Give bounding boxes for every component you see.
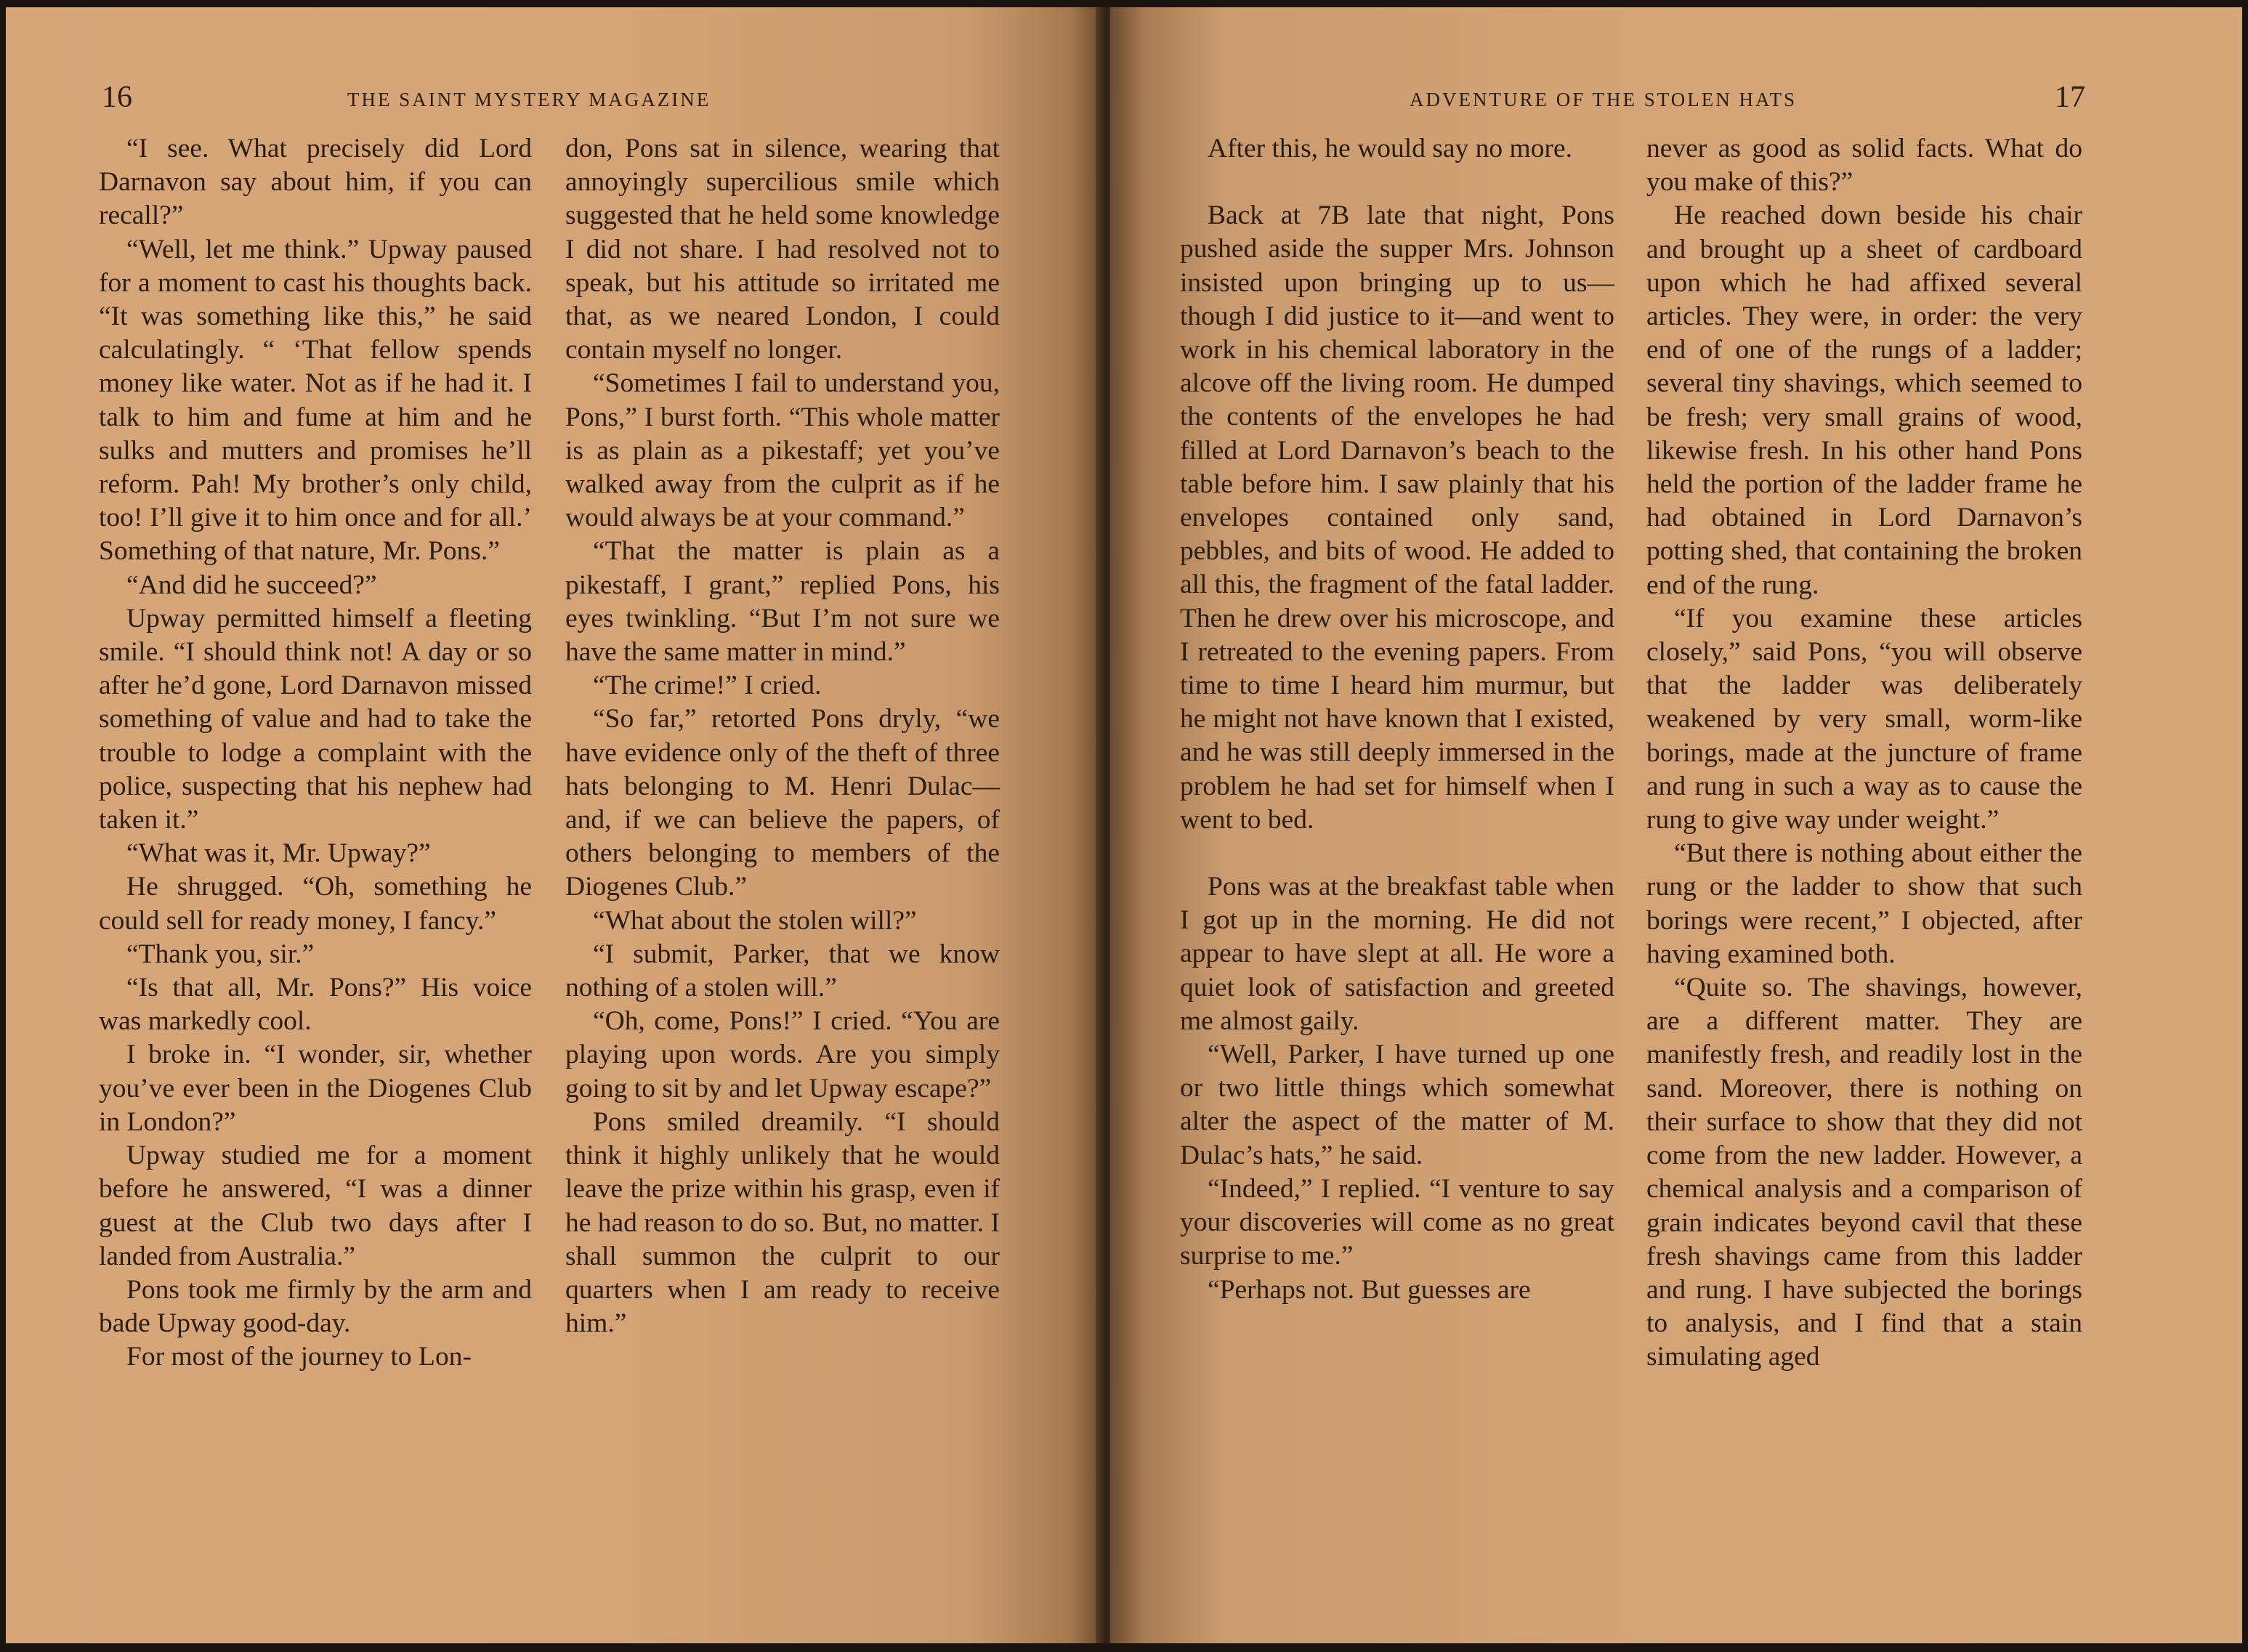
paragraph: “Quite so. The shavings, however, are a different matter. They are manifestly fresh, and readily lost in the sand. Moreover, there is nothing on their surface to show that they did not come from the new ladder. However, a chemical analysis and a comparison of grain indicates beyond cavil that these fresh shavings came from this ladder and rung. I have subjected the borings to analysis, and I find that a stain simulating aged <box>1646 973 2082 1372</box>
paragraph: Upway permitted himself a fleeting smile. “I should think not! A day or so after he’d gone, Lord Darnavon missed something of value and had to take the trouble to lodge a complaint with the police, suspecting that his nephew had taken it.” <box>99 603 532 835</box>
right-column-1 <box>1180 132 1614 1307</box>
paragraph: “Thank you, sir.” <box>126 939 315 969</box>
paragraph: He shrugged. “Oh, something he could sell for ready money, I fancy.” <box>99 872 532 936</box>
right-page <box>1110 7 2242 1643</box>
paragraph: For most of the journey to Lon- <box>126 1342 472 1372</box>
book-spread <box>6 7 2242 1643</box>
paragraph: “Is that all, Mr. Pons?” His voice was markedly cool. <box>99 973 532 1037</box>
paragraph: “Perhaps not. But guesses are <box>1208 1274 1531 1305</box>
paragraph: Pons smiled dreamily. “I should think it highly unlikely that he would leave the prize within his grasp, even if he had reason to do so. But, no matter. I shall summon the culprit to our quarters when I am ready to receive him.” <box>565 1106 1000 1339</box>
paragraph: “And did he succeed?” <box>126 570 377 600</box>
paragraph: “Oh, come, Pons!” I cried. “You are playing upon words. Are you simply going to sit by and let Upway escape?” <box>565 1006 1000 1104</box>
paragraph: “Well, let me think.” Upway paused for a moment to cast his thoughts back. “It was something like this,” he said calculatingly. “ ‘That fellow spends money like water. Not as if he had it. I talk to him and fume at him and he sulks and mutters and promises he’ll reform. Pah! My brother’s only child, too! I’ll give it to him once and for all.’ Something of that nature, Mr. Pons.” <box>99 234 532 567</box>
paragraph: He reached down beside his chair and brought up a sheet of cardboard upon which he had affixed several articles. They were, in order: the very end of one of the rungs of a ladder; several tiny shavings, which seemed to be fresh; very small grains of wood, likewise fresh. In his other hand Pons held the portion of the ladder frame he had obtained in Lord Darnavon’s potting shed, that containing the broken end of the rung. <box>1646 201 2082 600</box>
page-number-left: 16 <box>102 81 132 114</box>
paragraph: “The crime!” I cried. <box>593 671 822 701</box>
paragraph: I broke in. “I wonder, sir, whether you’ve ever been in the Diogenes Club in London?” <box>99 1040 532 1137</box>
paragraph: “Indeed,” I replied. “I venture to say your discoveries will come as no great surprise to me.” <box>1180 1173 1614 1271</box>
paragraph: Upway studied me for a moment before he answered, “I was a dinner guest at the Club two days after I landed from Australia.” <box>99 1141 532 1271</box>
paragraph: “I submit, Parker, that we know nothing of a stolen will.” <box>565 939 1000 1003</box>
paragraph: “If you examine these articles closely,” said Pons, “you will observe that the ladder was deliberately weakened by very small, worm-like borings, made at the juncture of frame and rung in such a way as to cause the rung to give way under weight.” <box>1646 603 2082 835</box>
paragraph: “So far,” retorted Pons dryly, “we have evidence only of the theft of three hats belonging to M. Henri Dulac—and, if we can believe the papers, of others belonging to members of the Diogenes Club.” <box>565 704 1000 902</box>
paragraph: “Well, Parker, I have turned up one or two little things which somewhat alter the aspect of the matter of M. Dulac’s hats,” he said. <box>1180 1040 1614 1170</box>
left-column-1 <box>99 132 532 1374</box>
running-header-left: THE SAINT MYSTERY MAGAZINE <box>347 89 711 110</box>
paragraph: Pons took me firmly by the arm and bade Upway good-day. <box>99 1274 532 1339</box>
paragraph: “Sometimes I fail to understand you, Pons,” I burst forth. “This whole matter is as plain as a pikestaff; yet you’ve walked away from the culprit as if he would always be at your command.” <box>565 368 1000 533</box>
paragraph: “I see. What precisely did Lord Darnavon say about him, if you can recall?” <box>99 134 532 231</box>
paragraph: don, Pons sat in silence, wearing that annoyingly supercilious smile which suggested that he held some knowledge I did not share. I had resolved not to speak, but his attitude so irritated me that, as we neared London, I could contain myself no longer. <box>565 134 1000 365</box>
left-column-2 <box>565 132 1000 1340</box>
paragraph: never as good as solid facts. What do you make of this?” <box>1646 134 2082 198</box>
paragraph: Back at 7B late that night, Pons pushed aside the supper Mrs. Johnson insisted upon bringing up to us—though I did justice to it—and went to work in his chemical laboratory in the alcove off the living room. He dumped the contents of the envelopes he had filled at Lord Darnavon’s beach to the table before him. I saw plainly that his envelopes contained only sand, pebbles, and bits of wood. He added to all this, the fragment of the fatal ladder. Then he drew over his microscope, and I retreated to the evening papers. From time to time I heard him murmur, but he might not have known that I existed, and he was still deeply immersed in the problem he had set for himself when I went to bed. <box>1180 201 1614 835</box>
page-number-right: 17 <box>2055 81 2085 114</box>
paragraph: “What was it, Mr. Upway?” <box>126 838 431 869</box>
paragraph: “What about the stolen will?” <box>593 905 917 936</box>
paragraph: After this, he would say no more. <box>1208 134 1572 163</box>
running-header-right: ADVENTURE OF THE STOLEN HATS <box>1410 89 1798 110</box>
right-column-2 <box>1646 132 2082 1374</box>
paragraph: “But there is nothing about either the rung or the ladder to show that such borings were recent,” I objected, after having examined both. <box>1646 838 2082 969</box>
left-page <box>6 7 1103 1643</box>
paragraph: “That the matter is plain as a pikestaff, I grant,” replied Pons, his eyes twinkling. “But I’m not sure we have the same matter in mind.” <box>565 536 1000 668</box>
paragraph: Pons was at the breakfast table when I got up in the morning. He did not appear to have slept at all. He wore a quiet look of satisfaction and greeted me almost gaily. <box>1180 872 1614 1036</box>
